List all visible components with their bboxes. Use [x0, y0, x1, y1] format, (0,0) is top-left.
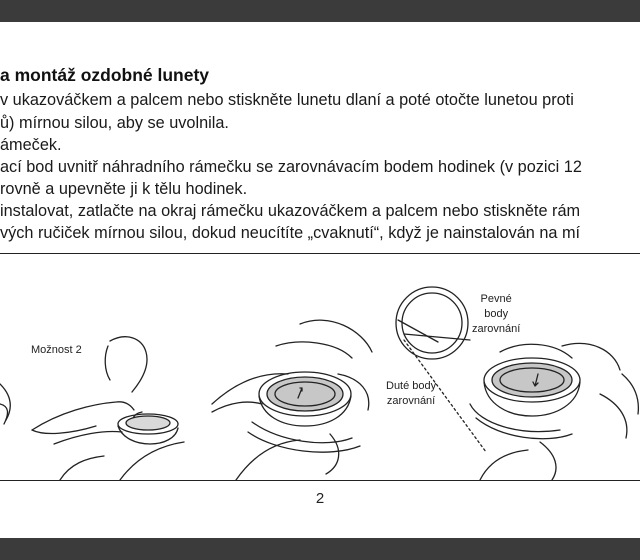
bezel-illustration: [0, 254, 640, 480]
instruction-line: v ukazováčkem a palcem nebo stiskněte lunetu dlaní a poté otočte lunetou proti: [0, 91, 574, 109]
page-number: 2: [315, 490, 325, 507]
hands-installing-bezel-drawing: [470, 343, 638, 480]
instruction-line: instalovat, zatlačte na okraj rámečku ukazováčkem a palcem nebo stiskněte rám: [0, 202, 581, 220]
bottom-dark-bar: [0, 538, 640, 560]
top-dark-bar: [0, 0, 640, 22]
instruction-line: ámeček.: [0, 136, 62, 154]
illustration-svg: [0, 254, 640, 480]
hands-lifting-bezel-drawing: [212, 320, 372, 480]
section-heading: a montáž ozdobné lunety: [0, 65, 210, 85]
option-2-label: Možnost 2: [31, 344, 82, 356]
manual-page: [0, 22, 640, 538]
hollow-points-label: Duté body zarovnání: [386, 380, 437, 407]
fixed-points-label: Pevné body zarovnání: [472, 293, 521, 335]
instruction-line: rovně a upevněte ji k tělu hodinek.: [0, 180, 248, 198]
instruction-line: ací bod uvnitř náhradního rámečku se zarovnávacím bodem hodinek (v pozici 12: [0, 158, 582, 176]
instruction-line: vých ručiček mírnou silou, dokud neucítíte „cvaknutí“, když je nainstalován na mí: [0, 224, 581, 242]
hand-removing-bezel-drawing: [0, 337, 184, 480]
bottom-divider: [0, 480, 640, 481]
instruction-line: ů) mírnou silou, aby se uvolnila.: [0, 114, 229, 132]
